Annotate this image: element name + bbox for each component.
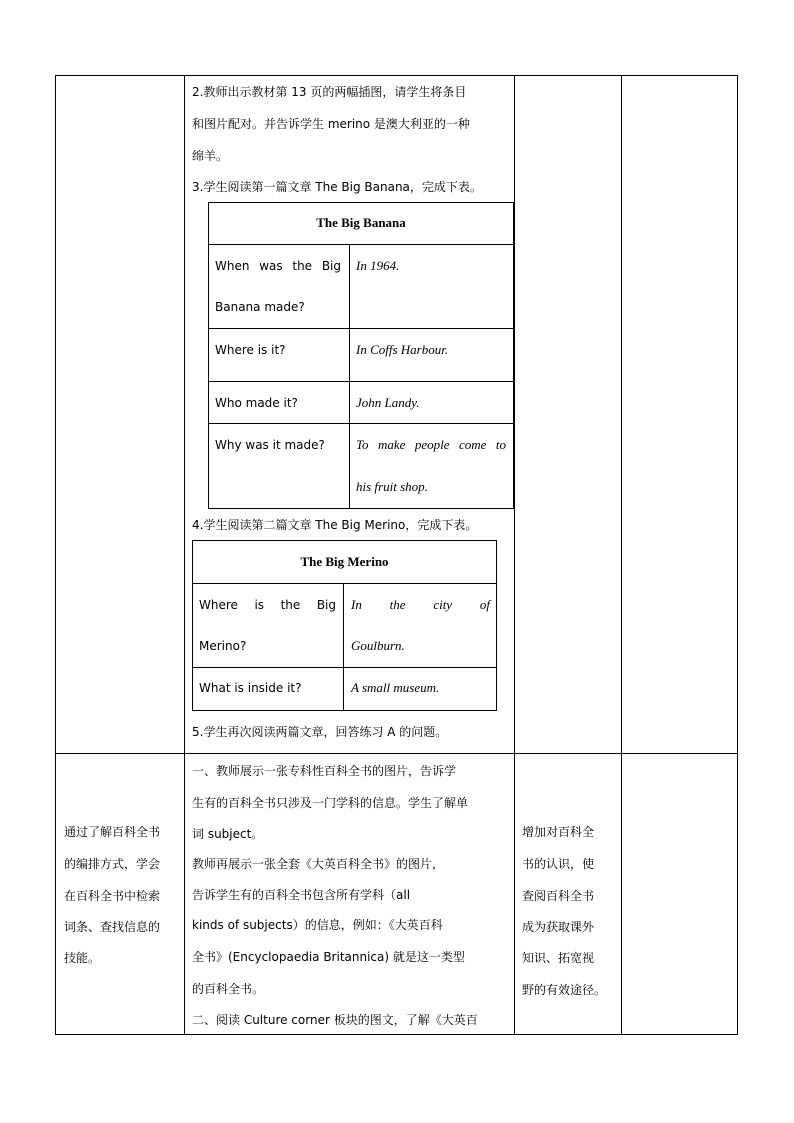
banana-table-border-left xyxy=(208,202,209,509)
activity-line-8: 的百科全书。 xyxy=(192,982,265,996)
purpose-line-5: 知识、拓宽视 xyxy=(522,951,595,965)
objective-line-1: 通过了解百科全书 xyxy=(64,825,161,839)
activity-line-3: 词 subject。 xyxy=(192,827,264,841)
purpose-line-6: 野的有效途径。 xyxy=(522,983,607,997)
banana-a1-line1: In 1964. xyxy=(356,258,400,273)
activity-line-9: 二、阅读 Culture corner 板块的图文，了解《大英百 xyxy=(192,1013,478,1027)
merino-table-border-middle xyxy=(343,583,344,711)
banana-a4-line2: his fruit shop. xyxy=(356,479,428,494)
purpose-line-1: 增加对百科全 xyxy=(522,825,595,839)
outer-table-bottom-border xyxy=(55,1034,738,1035)
merino-table-border-row1 xyxy=(192,667,497,668)
banana-a2-line1: In Coffs Harbour. xyxy=(356,342,449,357)
banana-q1-line1: When was the Big xyxy=(215,259,341,273)
purpose-line-2: 书的认识，使 xyxy=(522,857,595,871)
objective-line-5: 技能。 xyxy=(64,951,101,965)
banana-q1-line2: Banana made? xyxy=(215,300,305,314)
step3-text: 3.学生阅读第一篇文章 The Big Banana，完成下表。 xyxy=(192,180,482,194)
banana-a4-line1: To make people come to xyxy=(356,437,506,452)
activity-line-5: 告诉学生有的百科全书包含所有学科（all xyxy=(192,888,411,902)
merino-q1-line1: Where is the Big xyxy=(199,598,336,612)
merino-table-border-bottom xyxy=(192,710,497,711)
objective-line-2: 的编排方式，学会 xyxy=(64,857,161,871)
banana-table-border-bottom xyxy=(208,508,514,509)
outer-table-right-border xyxy=(737,75,738,1035)
merino-table-border-top xyxy=(192,540,497,541)
objective-line-3: 在百科全书中检索 xyxy=(64,889,161,903)
outer-table-row-divider xyxy=(55,753,738,754)
objective-line-4: 词条、查找信息的 xyxy=(64,920,161,934)
activity-line-7: 全书》(Encyclopaedia Britannica) 就是这一类型 xyxy=(192,950,465,964)
banana-table-border-title xyxy=(208,244,514,245)
step2-text-line3: 绵羊。 xyxy=(192,149,229,163)
banana-table-border-row2 xyxy=(208,381,514,382)
activity-line-6: kinds of subjects）的信息，例如：《大英百科 xyxy=(192,918,443,932)
banana-table-border-row1 xyxy=(208,328,514,329)
step2-text-line2: 和图片配对。并告诉学生 merino 是澳大利亚的一种 xyxy=(192,117,470,131)
merino-a1-line1: In the city of xyxy=(351,597,490,612)
merino-table-title: The Big Merino xyxy=(300,554,389,569)
purpose-line-3: 查阅百科全书 xyxy=(522,889,595,903)
merino-q1-line2: Merino? xyxy=(199,639,247,653)
outer-table-col-divider-1 xyxy=(184,75,185,1035)
step5-text: 5.学生再次阅读两篇文章，回答练习 A 的问题。 xyxy=(192,725,448,739)
step4-text: 4.学生阅读第二篇文章 The Big Merino，完成下表。 xyxy=(192,518,478,532)
merino-q2-line1: What is inside it? xyxy=(199,681,302,695)
outer-table-left-border xyxy=(55,75,56,1035)
merino-a1-line2: Goulburn. xyxy=(351,638,405,653)
banana-q2-line1: Where is it? xyxy=(215,343,286,357)
step2-text-line1: 2.教师出示教材第 13 页的两幅插图，请学生将条目 xyxy=(192,85,467,99)
banana-a3-line1: John Landy. xyxy=(356,395,420,410)
purpose-line-4: 成为获取课外 xyxy=(522,920,595,934)
merino-table-border-title xyxy=(192,583,497,584)
banana-table-title: The Big Banana xyxy=(316,215,406,230)
banana-q3-line1: Who made it? xyxy=(215,396,298,410)
outer-table-top-border xyxy=(55,75,738,76)
outer-table-col-divider-3 xyxy=(621,75,622,1035)
banana-table-border-right xyxy=(513,202,514,509)
banana-table-border-top xyxy=(208,202,514,203)
outer-table-col-divider-2 xyxy=(514,75,515,1035)
banana-table-border-row3 xyxy=(208,423,514,424)
merino-a2-line1: A small museum. xyxy=(351,680,440,695)
banana-table-border-middle xyxy=(349,244,350,509)
activity-line-1: 一、教师展示一张专科性百科全书的图片，告诉学 xyxy=(192,764,457,778)
activity-line-4: 教师再展示一张全套《大英百科全书》的图片， xyxy=(192,857,445,871)
banana-q4-line1: Why was it made? xyxy=(215,438,325,452)
activity-line-2: 生有的百科全书只涉及一门学科的信息。学生了解单 xyxy=(192,796,469,810)
